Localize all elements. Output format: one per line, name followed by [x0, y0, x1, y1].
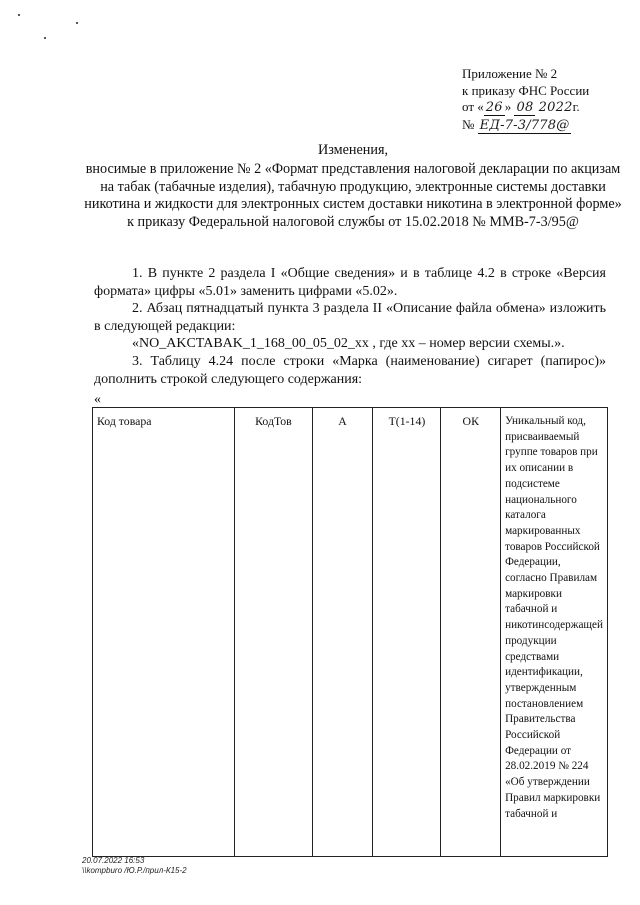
appendix-order-ref: к приказу ФНС России [462, 82, 590, 98]
cell-description: Уникальный код, присваиваемый группе товаров при их описании в подсистеме национального каталога маркированных товаров Российской Федерации, согласно Правилам маркировки табачной и никотинсодержащей продукции средствами идентификации, утвержденным постановлением Правительства Российской Федерации от 28.02.2019 № 224 «Об утверждении Правил маркировки табачной и [501, 408, 608, 857]
handwritten-number: ЕД-7-3/778@ [479, 117, 570, 133]
footer-meta [82, 856, 187, 876]
document-body [94, 265, 606, 388]
table-row [93, 408, 608, 857]
handwritten-year: 2022 [538, 100, 573, 115]
cell-required: ОК [441, 408, 501, 857]
document-title [80, 142, 626, 232]
title-heading: Изменения, [317, 142, 389, 158]
title-subtitle: вносимые в приложение № 2 «Формат представления налоговой декларации по акцизам на табак (табачные изделия), табачную продукцию, электронные системы доставки никотина и жидкости для электронных систем доставки никотина в электронной форме» к приказу Федеральной налоговой службы от 15.02.2018 № ММВ-7-3/95@ [84, 160, 622, 231]
footer-file-path: \\kompburo /Ю.Р./прил-К15-2 [82, 866, 187, 875]
appendix-header [462, 66, 589, 134]
paragraph-item-2-quote: «NO_AKCTABAK_1_168_00_05_02_xx , где хх – номер версии схемы.». [132, 336, 565, 352]
appendix-date: от « 26 » 08 2022г. [462, 99, 580, 115]
scan-speck [18, 14, 20, 16]
scan-speck [44, 37, 46, 39]
table-open-quote: « [94, 392, 101, 407]
handwritten-day: 26 [485, 100, 503, 115]
handwritten-month: 08 [516, 100, 534, 115]
cell-format: T(1-14) [373, 408, 441, 857]
scan-speck [76, 22, 78, 24]
cell-element-name: Код товара [93, 408, 235, 857]
paragraph-item-1: 1. В пункте 2 раздела I «Общие сведения» и в таблице 4.2 в строке «Версия формата» цифры «5.01» заменить цифрами «5.02». [94, 266, 606, 299]
cell-type: А [312, 408, 373, 857]
appendix-title: Приложение № 2 [462, 66, 558, 81]
cell-tag: КодТов [235, 408, 312, 857]
footer-timestamp: 20.07.2022 16:53 [82, 856, 145, 865]
paragraph-item-2: 2. Абзац пятнадцатый пункта 3 раздела II «Описание файла обмена» изложить в следующей редакции: [94, 301, 606, 334]
appendix-number: № ЕД-7-3/778@ [462, 116, 570, 133]
format-table [92, 407, 608, 857]
paragraph-item-3: 3. Таблицу 4.24 после строки «Марка (наименование) сигарет (папирос)» дополнить строкой следующего содержания: [94, 353, 606, 387]
